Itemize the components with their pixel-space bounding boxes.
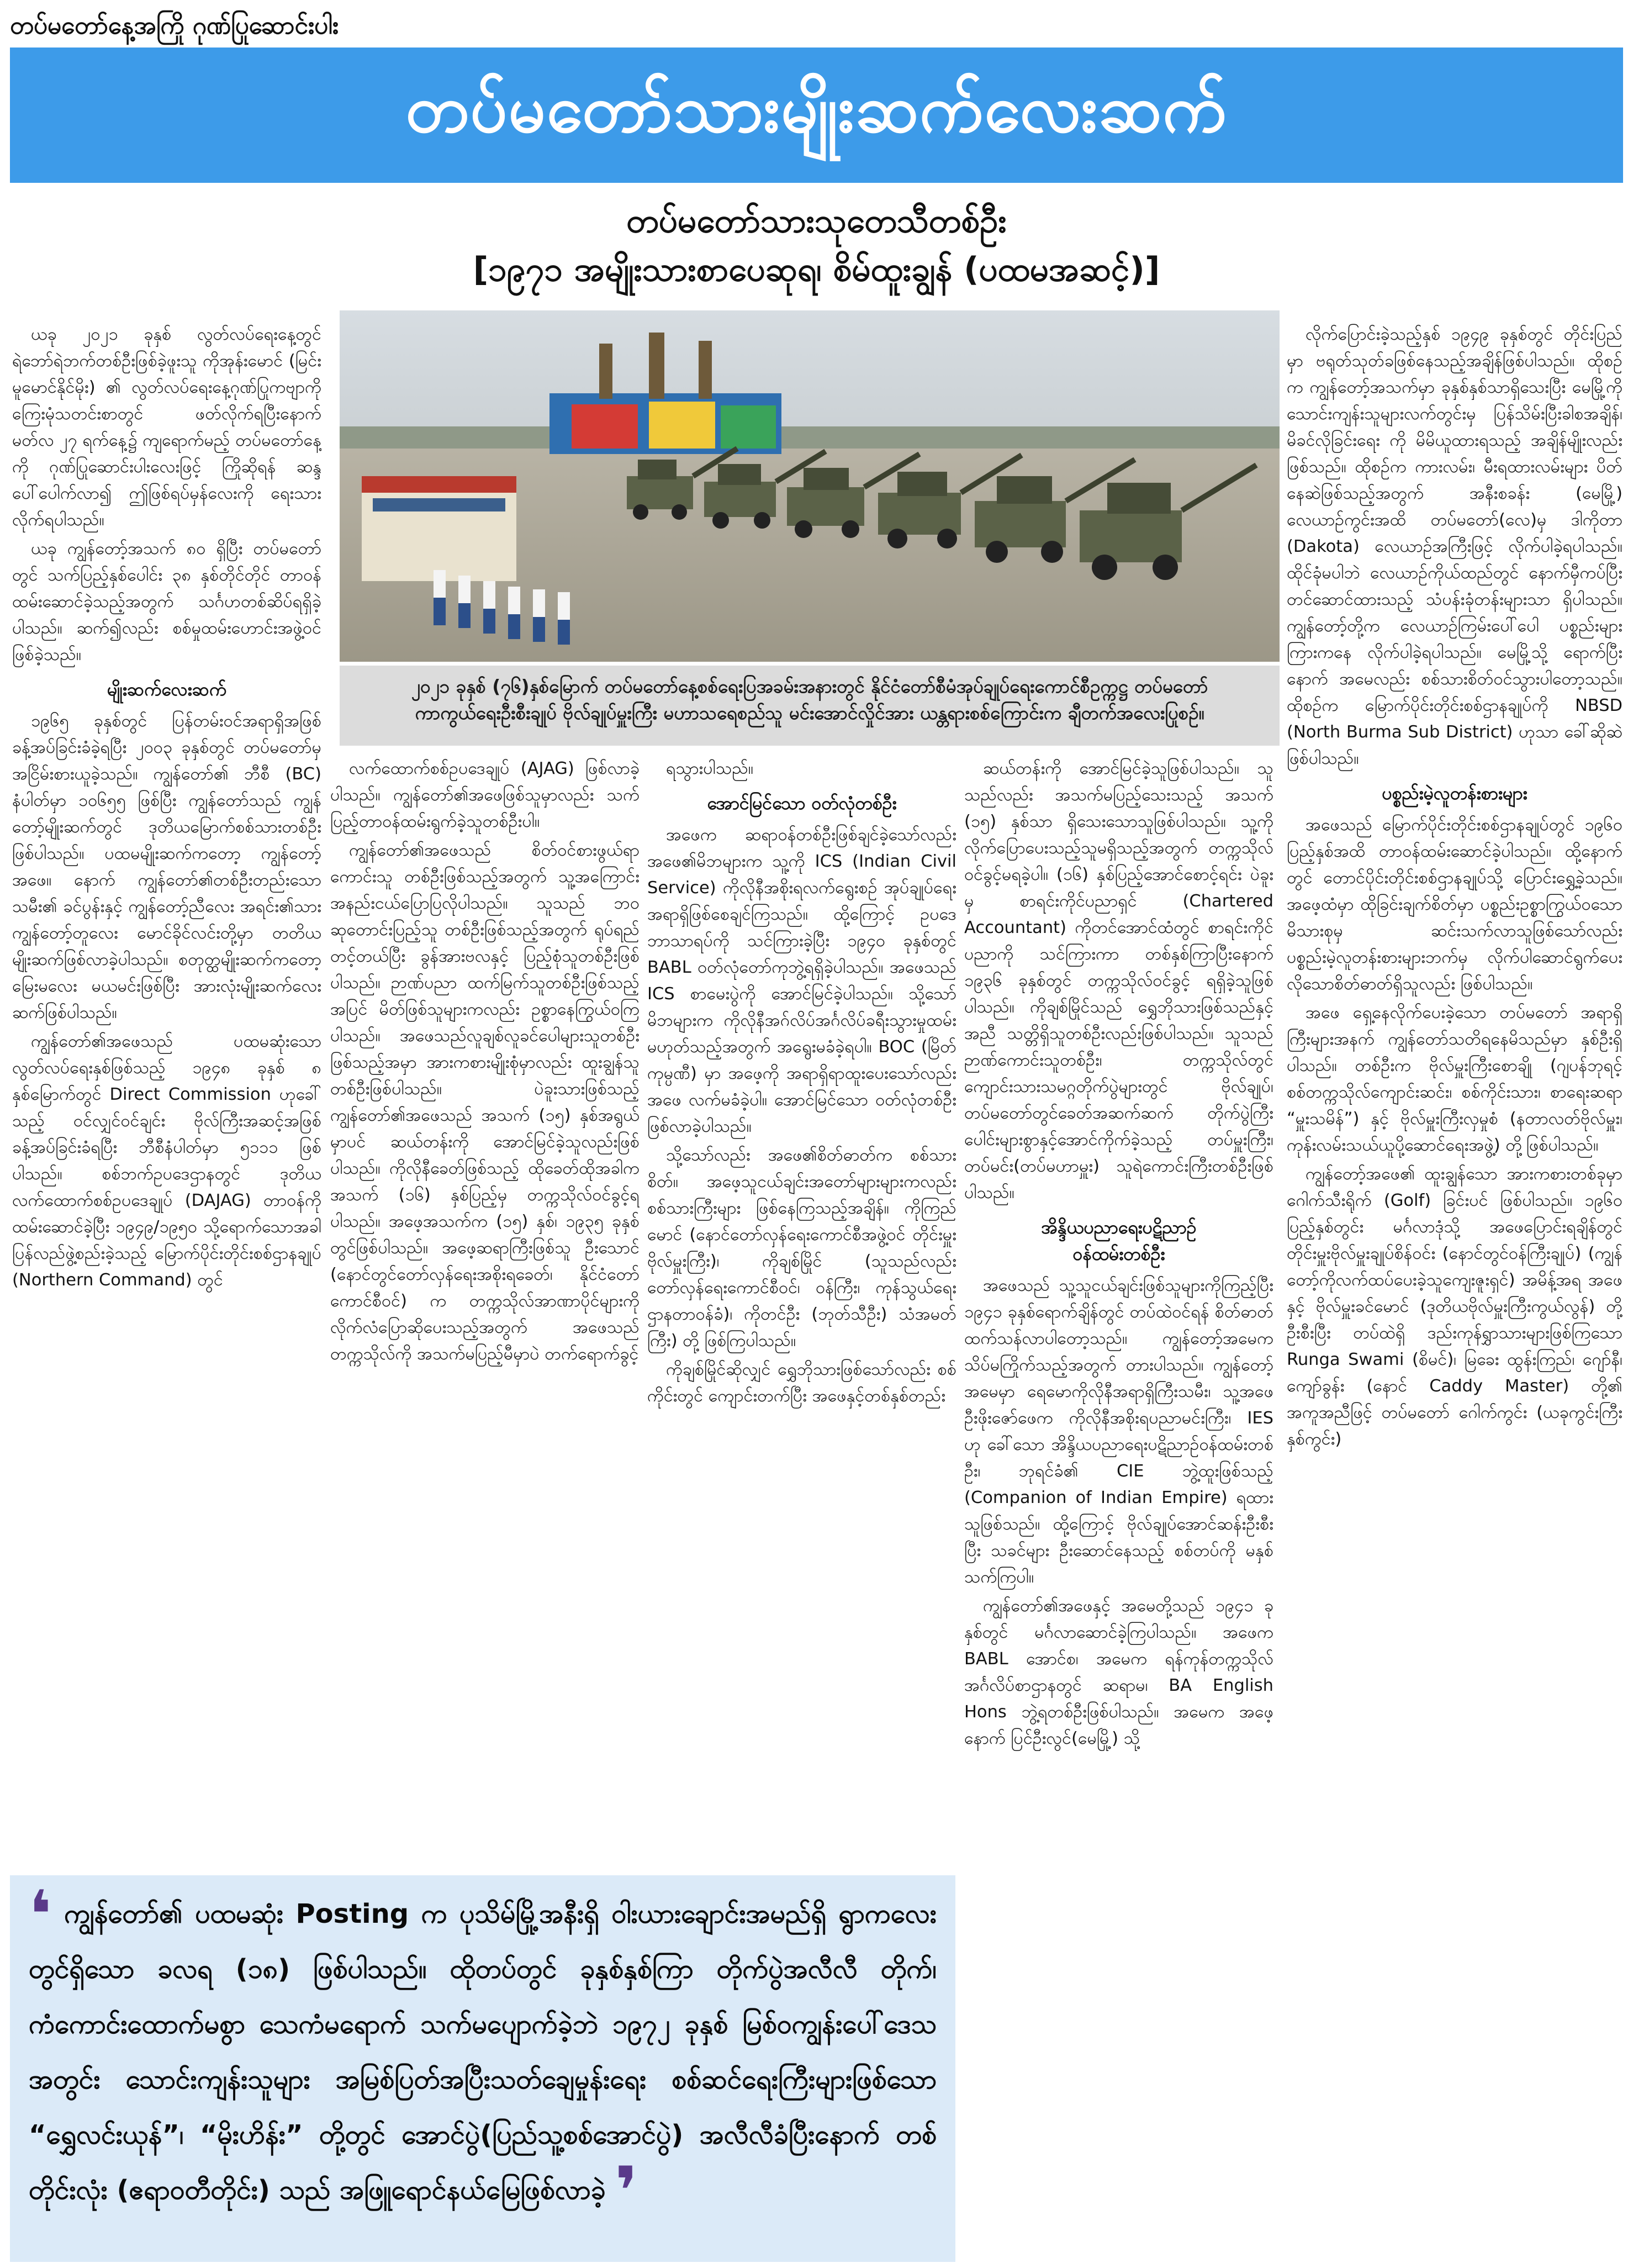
parade-photo: [340, 310, 1280, 662]
close-quote-icon: ❜: [615, 2153, 638, 2230]
paragraph: ဆယ်တန်းကို အောင်မြင်ခဲ့သူဖြစ်ပါသည်။ သူသည်လည်း အသက်မပြည့်သေးသည့် အသက် (၁၅) နှစ်သာ ရှိသေးသောသူဖြစ်ပါသည်။ သူ့ကို လိုက်ပြောပေးသည့်သူမရှိသည့်အတွက် တက္ကသိုလ်ဝင်ခွင့်မရခဲ့ပါ။ (၁၆) နှစ်ပြည့်အောင်စောင့်ရင်း ပဲခူးမှ စာရင်းကိုင်ပညာရှင် (Chartered Accountant) ကိုတင်အောင်ထံတွင် စာရင်းကိုင်ပညာကို သင်ကြားကာ တစ်နှစ်ကြာပြီးနောက် ၁၉၃၆ ခုနှစ်တွင် တက္ကသိုလ်ဝင်ခွင့် ရရှိခဲ့သူဖြစ်ပါသည်။ ကိုချစ်မြိုင်သည် ရွှေဘိုသားဖြစ်သည်နှင့်အညီ သတ္တိရှိသူတစ်ဦးလည်းဖြစ်ပါသည်။ သူသည်ဉာဏ်ကောင်းသူတစ်ဦး၊ တက္ကသိုလ်တွင် ကျောင်းသားသမဂ္ဂတိုက်ပွဲများတွင် ဗိုလ်ချုပ်၊ တပ်မတော်တွင်ခေတ်အဆက်ဆက် တိုက်ပွဲကြီးပေါင်းများစွာနှင့်အောင်ကိုက်ခဲ့သည့် တပ်မှူးကြီး၊ တပ်မင်း(တပ်မဟာမှူး) သူရဲကောင်းကြီးတစ်ဦးဖြစ်ပါသည်။: [964, 759, 1273, 1202]
paragraph: အဖေသည် မြောက်ပိုင်းတိုင်းစစ်ဌာနချုပ်တွင် ၁၉၆၀ ပြည့်နှစ်အထိ တာဝန်ထမ်းဆောင်ခဲ့ပါသည်။ ထို့နောက်တွင် တောင်ပိုင်းတိုင်းစစ်ဌာနချုပ်သို့ ပြောင်းရွှေ့ခဲ့သည်။ အဖေ့ထံမှာ ထိုခြင်းချက်စိတ်မှာ ပစ္စည်းဥစ္စာကြွယ်ဝသော မိသားစုမှ ဆင်းသက်လာသူဖြစ်သော်လည်း ပစ္စည်းမဲ့လူတန်းစားများဘက်မှ လိုက်ပါဆောင်ရွက်ပေးလိုသောစိတ်ဓာတ်ရှိသူလည်း ဖြစ်ပါသည်။: [1287, 815, 1623, 994]
paragraph: ကျွန်တော်၏အဖေနှင့် အမေတို့သည် ၁၉၄၁ ခုနှစ်တွင် မင်္ဂလာဆောင်ခဲ့ကြပါသည်။ အဖေက BABL အောင်စ၊ အမေက ရန်ကုန်တက္ကသိုလ် အင်္ဂလိပ်စာဌာနတွင် ဆရာမ၊ BA English Hons ဘွဲ့ရတစ်ဦးဖြစ်ပါသည်။ အမေက အဖေ့ နောက် ပြင်ဦးလွင်(မေမြို့) သို့: [964, 1596, 1273, 1748]
paragraph: အဖေ ရှေ့နေလိုက်ပေးခဲ့သော တပ်မတော် အရာရှိကြီးများအနက် ကျွန်တော်သတိရနေမိသည်မှာ နှစ်ဦးရှိပါသည်။ တစ်ဦးက ဗိုလ်မှူးကြီးစောချို (ဂျပန်ဘုရင့်စစ်တက္ကသိုလ်ကျောင်းဆင်း၊ စစ်ကိုင်းသား၊ စာရေးဆရာ “မှူးသမိန်”) နှင့် ဗိုလ်မှူးကြီးလှမှုစံ (နတာလတ်ဗိုလ်မှူး၊ ကုန်းလမ်းသယ်ယူပို့ဆောင်ရေးအဖွဲ့) တို့ဖြစ်ပါသည်။: [1287, 1003, 1623, 1155]
paragraph: အဖေက ဆရာဝန်တစ်ဦးဖြစ်ချင်ခဲ့သော်လည်း အဖေ၏မိဘများက သူ့ကို ICS (Indian Civil Service) ကိုလိုနီအစိုးရလက်ရွေးစဉ် အုပ်ချုပ်ရေးအရာရှိဖြစ်စေချင်ကြသည်။ ထို့ကြောင့် ဥပဒေဘာသာရပ်ကို သင်ကြားခဲ့ပြီး ၁၉၄၀ ခုနှစ်တွင် BABL ဝတ်လုံတော်ကုဘွဲ့ရရှိခဲ့ပါသည်။ အဖေသည် ICS စာမေးပွဲကို အောင်မြင်ခဲ့ပါသည်။ သို့သော် မိဘများက ကိုလိုနီအဂ်လိပ်အင်္ဂလိပ်ခရီးသွားမှုထမ်းမဟုတ်သည့်အတွက် အရွေးမခံခဲ့ရပါ။ BOC (မြိတ်ကုမ္ပဏီ) မှာ အဖေ့ကို အရာရှိရာထူးပေးသော်လည်း အဖေ လက်မခံခဲ့ပါ။ အောင်မြင်သော ဝတ်လုံတစ်ဦးဖြစ်လာခဲ့ပါသည်။: [647, 825, 956, 1136]
article-column-5: [1287, 321, 1623, 2260]
photo-caption: ၂၀၂၁ ခုနှစ် (၇၆)နှစ်မြောက် တပ်မတော်နေ့စစ်ရေးပြအခမ်းအနားတွင် နိုင်ငံတော်စီမံအုပ်ချုပ်ရေးကောင်စီဥက္ကဋ္ဌ တပ်မတော်ကာကွယ်ရေးဦးစီးချုပ် ဗိုလ်ချုပ်မှူးကြီး မဟာသရေစည်သူ မင်းအောင်လှိုင်အား ယန္တရားစစ်ကြောင်းက ချီတက်အလေးပြုစဉ်။: [340, 666, 1280, 746]
section-heading-line-2: ဝန်ထမ်းတစ်ဦး: [1072, 1243, 1165, 1264]
headline: တပ်မတော်သားမျိုးဆက်လေးဆက်: [405, 70, 1228, 147]
paragraph: လိုက်ပြောင်းခဲ့သည့်နှစ် ၁၉၄၉ ခုနှစ်တွင် တိုင်းပြည်မှာ ဗရုတ်သုတ်ခဖြစ်နေသည့်အချိန်ဖြစ်ပါသည်။ ထိုစဉ်က ကျွန်တော့်အသက်မှာ ခုနှစ်နှစ်သာရှိသေးပြီး မေမြို့ကို သောင်းကျန်းသူများလက်တွင်းမှ ပြန်သိမ်းပြီးခါစအချိန်၊ မိခင်လိုခြင်းရေး ကို မိမိယူထားရသည့် အချိန်မျိုးလည်းဖြစ်သည်။ ထိုစဉ်က ကားလမ်း၊ မီးရထားလမ်းများ ပိတ်နေဆဲဖြစ်သည့်အတွက် အနီးစခန်း (မေမြို့) လေယာဉ်ကွင်းအထိ တပ်မတော်(လေ)မှ ဒါကိုတာ (Dakota) လေယာဉ်အကြီးဖြင့် လိုက်ပါခဲ့ရပါသည်။ ထိုင်ခုံမပါဘဲ လေယာဉ်ကိုယ်ထည်တွင် နောက်မှီကပ်ပြီး တင်ဆောင်ထားသည့် သံပန်းခုံတန်းများသာ ရှိပါသည်။ ကျွန်တော့်တို့က လေယာဉ်ကြမ်းပေါ်ပေါ ပစ္စည်းများကြားကနေ လိုက်ပါခဲ့ရပါသည်။ မေမြို့သို့ ရောက်ပြီးနောက် အမေလည်း စစ်သားစိတ်ဝင်သွားပါတော့သည်။ ထိုစဉ်က မြောက်ပိုင်းတိုင်းစစ်ဌာနချုပ်ကို NBSD (North Burma Sub District) ဟုသာ ခေါ်ဆိုဆဲဖြစ်ပါသည်။: [1287, 325, 1623, 768]
paragraph: ယခု ကျွန်တော့်အသက် ၈၀ ရှိပြီး တပ်မတော်တွင် သက်ပြည့်နှစ်ပေါင်း ၃၈ နှစ်တိုင်တိုင် တာဝန်ထမ်းဆောင်ခဲ့သည့်အတွက် သင်္ဂဟတစ်ဆိပ်ရရှိခဲ့ပါသည်။ ဆက်၍လည်း စစ်မှုထမ်းဟောင်းအဖွဲ့ဝင်ဖြစ်ခဲ့သည်။: [12, 539, 321, 664]
paragraph: ရသွားပါသည်။: [666, 759, 754, 778]
article-column-3: [647, 756, 956, 1866]
paragraph: သို့သော်လည်း အဖေ၏စိတ်ဓာတ်က စစ်သားစိတ်။ အဖေ့သူငယ်ချင်းအတော်များများကလည်း စစ်သားကြီးများ ဖြစ်နေကြသည့်အချိန်။ ကိုကြည်မောင် (နောင်တော်လှန်ရေးကောင်စီအဖွဲ့ဝင် တိုင်းမှူး ဗိုလ်မှူးကြီး)၊ ကိုချစ်မြိုင် (သူသည်လည်း တော်လှန်ရေးကောင်စီဝင်၊ ဝန်ကြီး၊ ကုန်သွယ်ရေးဌာနတာဝန်ခံ)၊ ကိုတင်ဦး (ဘုတ်သီဦး) သံအမတ်ကြီး) တို့ ဖြစ်ကြပါသည်။: [647, 1146, 956, 1351]
section-heading: [964, 1214, 1273, 1267]
paragraph: ကျွန်တော်၏အဖေသည် ပထမဆုံးသော လွတ်လပ်ရေးနှစ်ဖြစ်သည့် ၁၉၄၈ ခုနှစ် ၈ နှစ်မြောက်တွင် Direct Commission ဟုခေါ်သည့် ဝင်လျှင်ဝင်ချင်း ဗိုလ်ကြီးအဆင့်အဖြစ် ခန့်အပ်ခြင်းခံရပြီး ဘီစီနံပါတ်မှာ ၅၁၁၁ ဖြစ်ပါသည်။ စစ်ဘက်ဥပဒေဌာနတွင် ဒုတိယလက်ထောက်စစ်ဥပဒေချုပ် (DAJAG) တာဝန်ကို ထမ်းဆောင်ခဲ့ပြီး ၁၉၄၉/၁၉၅၀ သို့ရောက်သောအခါ ပြန်လည်ဖွဲ့စည်းခဲ့သည့် မြောက်ပိုင်းတိုင်းစစ်ဌာနချုပ် (Northern Command) တွင်: [12, 1032, 321, 1290]
paragraph: ကိုချစ်မြိုင်ဆိုလျှင် ရွှေဘိုသားဖြစ်သော်လည်း စစ်ကိုင်းတွင် ကျောင်းတက်ပြီး အဖေနှင့်တစ်နှစ်တည်း: [647, 1360, 956, 1406]
article-column-2: [330, 756, 640, 1866]
headline-banner: [10, 48, 1623, 183]
pull-quote: [10, 1875, 955, 2262]
article-column-1: [12, 321, 321, 1879]
author-line: တပ်မတော်သားသုတေသီတစ်ဦး: [626, 202, 1007, 240]
section-heading: မျိုးဆက်လေးဆက်: [107, 679, 227, 700]
paragraph: ကျွန်တော်၏အဖေသည် စိတ်ဝင်စားဖွယ်ရာကောင်းသူ တစ်ဦးဖြစ်သည့်အတွက် သူ့အကြောင်းအနည်းငယ်ပြောပြလိုပါသည်။ သူသည် ဘဝဆုတောင်းပြည့်သူ တစ်ဦးဖြစ်သည့်အတွက် ရုပ်ရည်တင့်တယ်ပြီး ခွန်အားဗလနှင့် ပြည့်စုံသူတစ်ဦးဖြစ်ပါသည်။ ဉာဏ်ပညာ ထက်မြက်သူတစ်ဦးဖြစ်သည့်အပြင် မိတ်ဖြစ်သူများကလည်း ဥစ္စာနေကြွယ်ဝကြပါသည်။ အဖေသည်လူချစ်လူခင်ပေါများသူတစ်ဦး ဖြစ်သည့်အမှာ အားကစားမျိုးစုံမှာလည်း ထူးချွန်သူတစ်ဦးဖြစ်ပါသည်။ ပဲခူးသားဖြစ်သည့် ကျွန်တော်၏အဖေသည် အသက် (၁၅) နှစ်အရွယ်မှာပင် ဆယ်တန်းကို အောင်မြင်ခဲ့သူလည်းဖြစ်ပါသည်။ ကိုလိုနီခေတ်ဖြစ်သည့် ထိုခေတ်ထိုအခါက အသက် (၁၆) နှစ်ပြည့်မှ တက္ကသိုလ်ဝင်ခွင့်ရပါသည်။ အဖေ့အသက်က (၁၅) နှစ်၊ ၁၉၃၅ ခုနှစ်တွင်ဖြစ်ပါသည်။ အဖေ့ဆရာကြီးဖြစ်သူ ဦးသောင် (နောင်တွင်တော်လှန်ရေးအစိုးရခေတ်၊ နိုင်ငံတော်ကောင်စီဝင်) က တက္ကသိုလ်အာဏာပိုင်များကို လိုက်လံပြောဆိုပေးသည့်အတွက် အဖေသည် တက္ကသိုလ်ကို အသက်မပြည့်မီမှာပဲ တက်ရောက်ခွင့်: [330, 841, 640, 1364]
section-kicker: တပ်မတော်နေ့အကြို ဂုဏ်ပြုဆောင်းပါး: [10, 12, 339, 40]
paragraph: ကျွန်တော့်အဖေ၏ ထူးချွန်သော အားကစားတစ်ခုမှာ ဂေါက်သီးရိုက် (Golf) ခြင်းပင် ဖြစ်ပါသည်။ ၁၉၆၀ ပြည့်နှစ်တွင်း မင်္ဂလာဒုံသို့ အဖေပြောင်းရချိန်တွင် တိုင်းမှူးဗိုလ်မှူးချုပ်စိန်ဝင်း (နောင်တွင်ဝန်ကြီးချုပ်) (ကျွန်တော့်ကိုလက်ထပ်ပေးခဲ့သူကျေးဇူးရှင်) အမိန့်အရ အဖေနှင့် ဗိုလ်မှူးခင်မောင် (ဒုတိယဗိုလ်မှူးကြီးကွယ်လွန်) တို့ ဦးစီးပြီး တပ်ထဲရှိ ဒည်းကုန်ရွှာသားများဖြစ်ကြသော Runga Swami (စိမင်)၊ မြခေး ထွန်းကြည်၊ ဂျော်နီ၊ ကျော်ခွန်း (နောင် Caddy Master) တို့၏ အကူအညီဖြင့် တပ်မတော် ဂေါက်ကွင်း (ယခုကွင်းကြီးနှစ်ကွင်း): [1287, 1164, 1623, 1449]
paragraph: ယခု ၂၀၂၁ ခုနှစ် လွတ်လပ်ရေးနေ့တွင် ရဲဘော်ရဲဘက်တစ်ဦးဖြစ်ခဲ့ဖူးသူ ကိုအုန်းမောင် (မြင်းမူမောင်နိုင်မိုး) ၏ လွတ်လပ်ရေးနေ့ဂုဏ်ပြုကဗျာကို ကြေးမုံသတင်းစာတွင် ဖတ်လိုက်ရပြီးနောက် မတ်လ ၂၇ ရက်နေ့၌ ကျရောက်မည့် တပ်မတော်နေ့ကို ဂုဏ်ပြုဆောင်းပါးလေးဖြင့် ကြိုဆိုရန် ဆန္ဒပေါ်ပေါက်လာ၍ ဤဖြစ်ရပ်မှန်လေးကို ရေးသားလိုက်ရပါသည်။: [12, 325, 321, 530]
section-heading: ပစ္စည်းမဲ့လူတန်းစားများ: [1382, 783, 1528, 804]
paragraph: လက်ထောက်စစ်ဥပဒေချုပ် (AJAG) ဖြစ်လာခဲ့ပါသည်။ ကျွန်တော်၏အဖေဖြစ်သူမှာလည်း သက်ပြည့်တာဝန်ထမ်းရွက်ခဲ့သူတစ်ဦးပါ။: [330, 759, 640, 831]
open-quote-icon: ❛: [29, 1877, 52, 1954]
pull-quote-text: ကျွန်တော်၏ ပထမဆုံး Posting က ပုသိမ်မြို့အနီးရှိ ဝါးယားချောင်းအမည်ရှိ ရွာကလေးတွင်ရှိသော ခလရ (၁၈) ဖြစ်ပါသည်။ ထိုတပ်တွင် ခုနှစ်နှစ်ကြာ တိုက်ပွဲအလီလီ တိုက်၊ ကံကောင်းထောက်မစွာ သေကံမရောက် သက်မပျောက်ခဲ့ဘဲ ၁၉၇၂ ခုနှစ် မြစ်ဝကျွန်းပေါ်ဒေသအတွင်း သောင်းကျန်းသူများ အမြစ်ပြတ်အပြီးသတ်ချေမှုန်းရေး စစ်ဆင်ရေးကြီးများဖြစ်သော “ရွှေလင်းယုန်”၊ “မိုးဟိန်း” တို့တွင် အောင်ပွဲ(ပြည်သူ့စစ်အောင်ပွဲ) အလီလီခံပြီးနောက် တစ်တိုင်းလုံး (ဧရာဝတီတိုင်း) သည် အဖြူရောင်နယ်မြေဖြစ်လာခဲ့: [29, 1898, 937, 2206]
article-column-4: [964, 756, 1273, 2258]
parade-photo-image: [340, 310, 1280, 662]
paragraph: အဖေသည် သူ့သူငယ်ချင်းဖြစ်သူများကိုကြည့်ပြီး ၁၉၄၁ ခုနှစ်ရောက်ချိန်တွင် တပ်ထဲဝင်ရန် စိတ်ဓာတ်ထက်သန်လာပါတော့သည်။ ကျွန်တော့်အမေက သိပ်မကြိုက်သည့်အတွက် တားပါသည်။ ကျွန်တော့်အမေမှာ ရေမောကိုလိုနီအရာရှိကြီးသမီး၊ သူ့အဖေ ဦးဖိုးဇော်ဖေက ကိုလိုနီအစိုးရပညာမင်းကြီး၊ IES ဟု ခေါ်သော အိန္ဒိယပညာရေးပဋိညာဉ်ဝန်ထမ်းတစ်ဦး၊ ဘုရင်ခံ၏ CIE ဘွဲ့ထူးဖြစ်သည့် (Companion of Indian Empire) ရထားသူဖြစ်သည်။ ထို့ကြောင့် ဗိုလ်ချုပ်အောင်ဆန်းဦးစီးပြီး သခင်များ ဦးဆောင်နေသည့် စစ်တပ်ကို မနှစ်သက်ကြပါ။: [964, 1276, 1273, 1587]
paragraph: ၁၉၆၅ ခုနှစ်တွင် ပြန်တမ်းဝင်အရာရှိအဖြစ် ခန့်အပ်ခြင်းခံခဲ့ရပြီး ၂၀၀၃ ခုနှစ်တွင် တပ်မတော်မှ အငြိမ်းစားယူခဲ့သည်။ ကျွန်တော်၏ ဘီစီ (BC) နံပါတ်မှာ ၁၀၆၅၅ ဖြစ်ပြီး ကျွန်တော်သည် ကျွန်တော့်မျိုးဆက်တွင် ဒုတိယမြောက်စစ်သားတစ်ဦးဖြစ်ပါသည်။ ပထမမျိုးဆက်ကတော့ ကျွန်တော့်အဖေ။ နောက် ကျွန်တော်၏တစ်ဦးတည်းသော သမီး၏ ခင်ပွန်းနှင့် ကျွန်တော့်ညီလေး အရင်း၏သား ကျွန်တော့်တူလေး မောင်ခိုင်လင်းတို့မှာ တတိယမျိုးဆက်ဖြစ်လာခဲ့ပါသည်။ စတုတ္ထမျိုးဆက်ကတော့ မြေးမလေး မယမင်းဖြစ်ပြီး အားလုံးမျိုးဆက်လေးဆက်ဖြစ်ပါသည်။: [12, 711, 321, 1022]
section-heading: အောင်မြင်သော ဝတ်လုံတစ်ဦး: [707, 793, 897, 814]
section-heading-line-1: အိန္ဒိယပညာရေးပဋိညာဉ်: [1041, 1217, 1197, 1238]
author-credentials: [၁၉၇၁ အမျိုးသားစာပေဆုရ၊ စိမ်ထူးချွန် (ပထမအဆင့်)]: [473, 250, 1160, 289]
